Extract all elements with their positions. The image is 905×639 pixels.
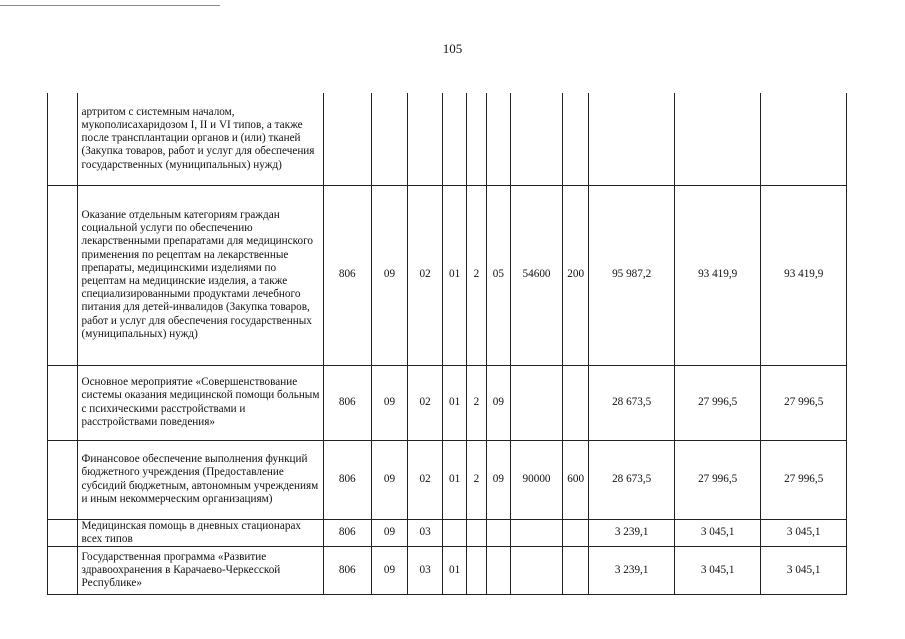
table-row [48, 440, 847, 519]
amount-year-3-cell: 3 045,1 [761, 546, 847, 594]
item-name-cell: Государственная программа «Развитие здравоохранения в Карачаево-Черкесской Республике» [77, 546, 323, 594]
section-code-cell [371, 93, 408, 185]
item-name-cell: Медицинская помощь в дневных стационарах всех типов [77, 519, 323, 546]
direction-code-cell [511, 365, 563, 440]
row-number-cell [48, 519, 78, 546]
program-code-cell [442, 93, 466, 185]
section-code-cell: 09 [371, 440, 408, 519]
expense-type-cell [562, 93, 588, 185]
section-code-cell: 09 [371, 519, 408, 546]
row-number-cell [48, 93, 78, 185]
direction-code-cell: 90000 [511, 440, 563, 519]
table-row [48, 546, 847, 594]
subprogram-code-cell [467, 546, 486, 594]
subsection-code-cell [408, 93, 443, 185]
subsection-code-cell: 03 [408, 519, 443, 546]
ministry-code-cell: 806 [323, 440, 371, 519]
direction-code-cell: 54600 [511, 185, 563, 365]
table-row [48, 365, 847, 440]
program-code-cell: 01 [442, 546, 466, 594]
expense-type-cell: 200 [562, 185, 588, 365]
direction-code-cell [511, 93, 563, 185]
amount-year-3-cell: 27 996,5 [761, 440, 847, 519]
item-name-cell: Основное мероприятие «Совершенствование системы оказания медицинской помощи больным с психическими расстройствами и расстройствами поведения» [77, 365, 323, 440]
amount-year-2-cell: 3 045,1 [674, 519, 761, 546]
ministry-code-cell: 806 [323, 185, 371, 365]
amount-year-2-cell: 27 996,5 [674, 365, 761, 440]
event-code-cell: 09 [486, 440, 510, 519]
subsection-code-cell: 02 [408, 365, 443, 440]
row-number-cell [48, 546, 78, 594]
program-code-cell: 01 [442, 365, 466, 440]
ministry-code-cell: 806 [323, 519, 371, 546]
program-code-cell: 01 [442, 440, 466, 519]
amount-year-3-cell: 3 045,1 [761, 519, 847, 546]
amount-year-1-cell: 3 239,1 [589, 546, 674, 594]
section-code-cell: 09 [371, 365, 408, 440]
item-name-cell: Оказание отдельным категориям граждан социальной услуги по обеспечению лекарственными препаратами для медицинского применения по рецептам на лекарственные препараты, медицинскими изделиями по рецептам на медицинские изделия, а также специализированными продуктами лечебного питания для детей-инвалидов (Закупка товаров, работ и услуг для обеспечения государственных (муниципальных) нужд) [77, 185, 323, 365]
scan-artifact-line [0, 5, 220, 6]
subprogram-code-cell [467, 93, 486, 185]
section-code-cell: 09 [371, 546, 408, 594]
amount-year-3-cell: 93 419,9 [761, 185, 847, 365]
direction-code-cell [511, 546, 563, 594]
amount-year-1-cell [589, 93, 674, 185]
event-code-cell [486, 546, 510, 594]
program-code-cell: 01 [442, 185, 466, 365]
amount-year-1-cell: 95 987,2 [589, 185, 674, 365]
program-code-cell [442, 519, 466, 546]
event-code-cell: 05 [486, 185, 510, 365]
expense-type-cell [562, 519, 588, 546]
ministry-code-cell: 806 [323, 365, 371, 440]
event-code-cell: 09 [486, 365, 510, 440]
amount-year-2-cell: 93 419,9 [674, 185, 761, 365]
subprogram-code-cell: 2 [467, 440, 486, 519]
expense-type-cell [562, 546, 588, 594]
event-code-cell [486, 93, 510, 185]
subsection-code-cell: 03 [408, 546, 443, 594]
expense-type-cell: 600 [562, 440, 588, 519]
amount-year-2-cell: 3 045,1 [674, 546, 761, 594]
ministry-code-cell: 806 [323, 546, 371, 594]
subsection-code-cell: 02 [408, 440, 443, 519]
table-row [48, 519, 847, 546]
item-name-cell: артритом с системным началом, мукополисахаридозом I, II и VI типов, а также после трансплантации органов и (или) тканей (Закупка товаров, работ и услуг для обеспечения государственных (муниципальных) нужд) [77, 93, 323, 185]
row-number-cell [48, 185, 78, 365]
amount-year-3-cell [761, 93, 847, 185]
amount-year-1-cell: 28 673,5 [589, 440, 674, 519]
amount-year-1-cell: 3 239,1 [589, 519, 674, 546]
section-code-cell: 09 [371, 185, 408, 365]
table-row [48, 185, 847, 365]
subprogram-code-cell [467, 519, 486, 546]
subprogram-code-cell: 2 [467, 365, 486, 440]
event-code-cell [486, 519, 510, 546]
direction-code-cell [511, 519, 563, 546]
budget-table [47, 93, 847, 595]
row-number-cell [48, 440, 78, 519]
subprogram-code-cell: 2 [467, 185, 486, 365]
page-number: 105 [442, 41, 463, 56]
amount-year-2-cell: 27 996,5 [674, 440, 761, 519]
amount-year-1-cell: 28 673,5 [589, 365, 674, 440]
expense-type-cell [562, 365, 588, 440]
table-row [48, 93, 847, 185]
subsection-code-cell: 02 [408, 185, 443, 365]
item-name-cell: Финансовое обеспечение выполнения функций бюджетного учреждения (Предоставление субсидий бюджетным, автономным учреждениям и иным некоммерческим организациям) [77, 440, 323, 519]
ministry-code-cell [323, 93, 371, 185]
amount-year-3-cell: 27 996,5 [761, 365, 847, 440]
row-number-cell [48, 365, 78, 440]
amount-year-2-cell [674, 93, 761, 185]
